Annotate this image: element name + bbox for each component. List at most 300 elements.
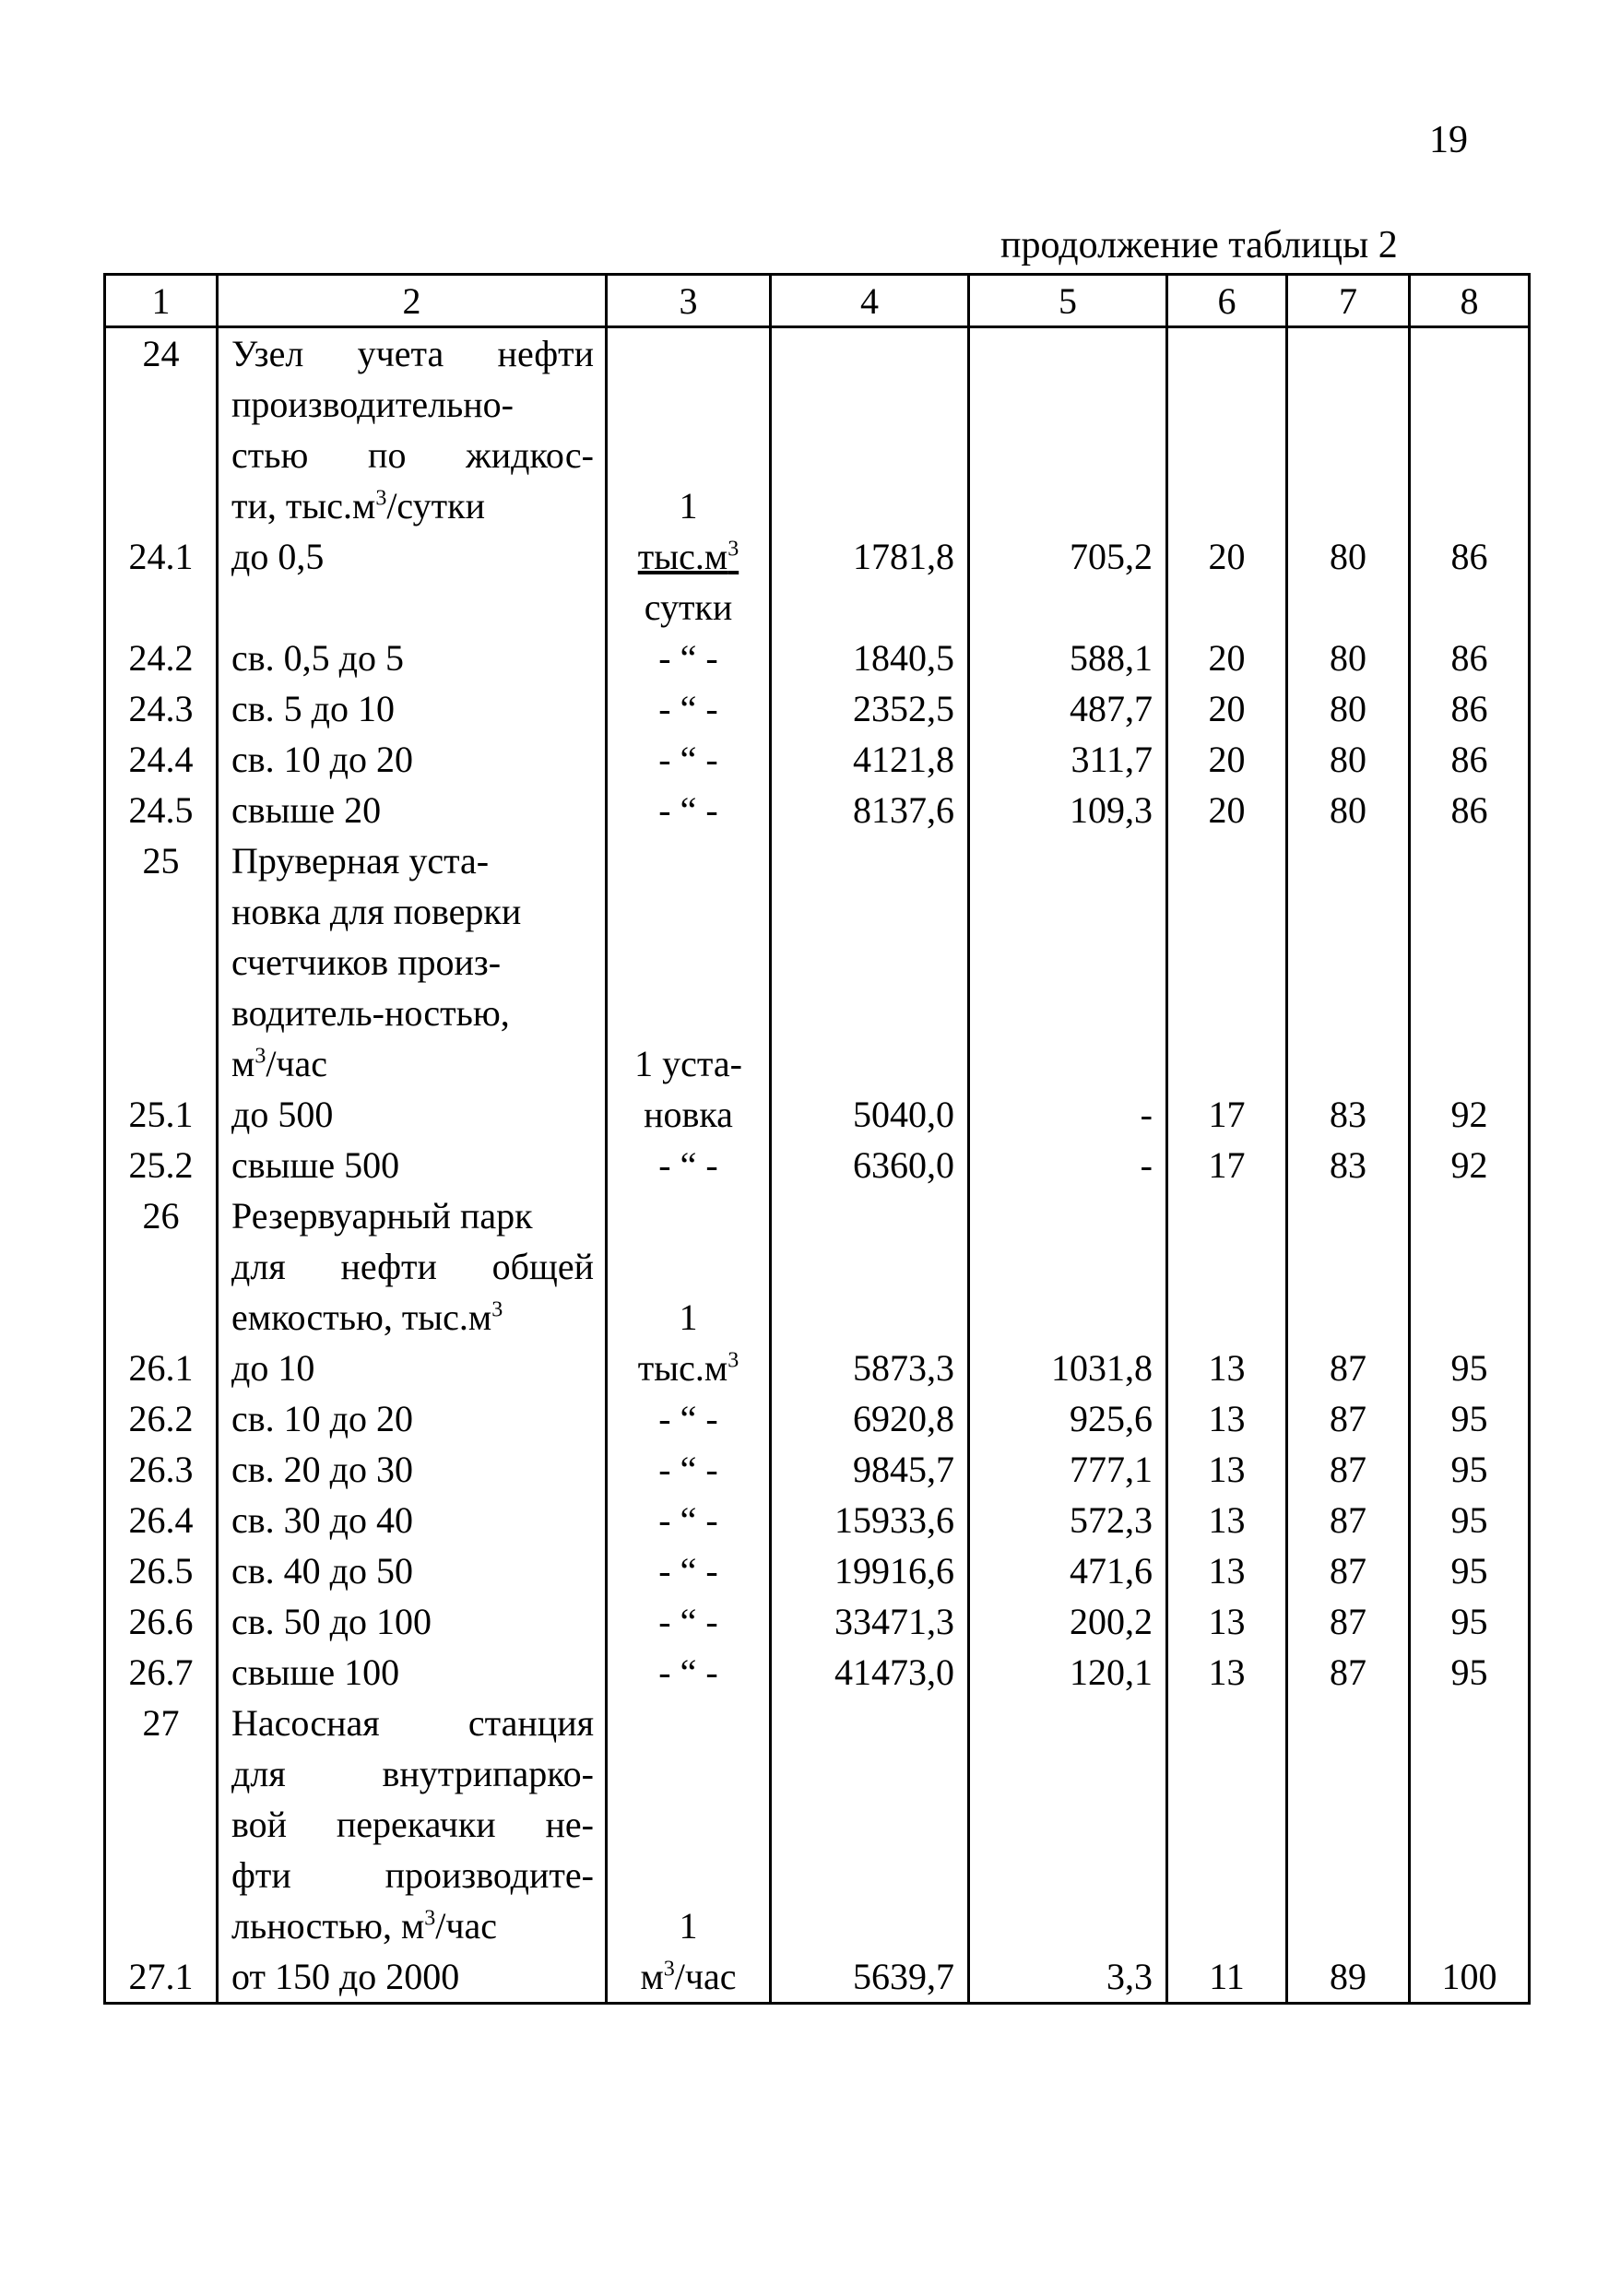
cell-line: 27: [142, 1702, 180, 1744]
cell-text: - “ -: [658, 1550, 718, 1592]
cell-line: [772, 1241, 967, 1292]
cell-line: [106, 1241, 216, 1292]
cell-text: Пруверная уста-: [231, 840, 490, 882]
header-cell: 4: [771, 275, 969, 327]
cell-line: [1411, 328, 1528, 379]
cell-line: [1411, 988, 1528, 1038]
cell-line: 83: [1330, 1144, 1366, 1186]
cell-line: 26: [142, 1195, 180, 1237]
cell-line: [1288, 430, 1408, 480]
cell-line: [219, 1292, 605, 1343]
cell-line: 20: [1208, 536, 1246, 577]
cell-text: новка: [644, 1094, 733, 1135]
cell-line: [772, 886, 967, 937]
cell-line: 95: [1450, 1398, 1488, 1439]
header-cell: 6: [1167, 275, 1287, 327]
cell-line: [608, 1647, 769, 1698]
cell-line: 8137,6: [853, 789, 954, 831]
cell-line: [772, 988, 967, 1038]
cell-line: [608, 1089, 769, 1140]
header-cell: 7: [1287, 275, 1410, 327]
cell-text: - “ -: [658, 1651, 718, 1693]
cell-line: [970, 1038, 1165, 1089]
cell-line: [608, 1596, 769, 1647]
cell-line: 20: [1208, 739, 1246, 780]
table-cell-c5: [969, 835, 1167, 1190]
cell-text: св. 40 до 50: [231, 1550, 413, 1592]
cell-line: 24: [142, 333, 180, 374]
table-cell-c6: [1167, 1698, 1287, 2004]
cell-line: [772, 1748, 967, 1799]
cell-line: [772, 1292, 967, 1343]
cell-line: [1288, 886, 1408, 937]
cell-line: [1168, 328, 1285, 379]
cell-line: 26.4: [128, 1499, 194, 1541]
cell-text: м: [231, 1043, 255, 1084]
cell-line: 109,3: [1070, 789, 1153, 831]
cell-line: -: [1140, 1144, 1153, 1186]
cell-text: счетчиков произ-: [231, 941, 502, 983]
cell-line: [1288, 1292, 1408, 1343]
table-cell-c4: [771, 327, 969, 836]
cell-line: 2352,5: [853, 688, 954, 729]
cell-text: до 10: [231, 1347, 315, 1389]
cell-line: [1288, 937, 1408, 988]
cell-line: [1168, 1038, 1285, 1089]
cell-line: 87: [1330, 1398, 1366, 1439]
cell-text-suffix: /час: [435, 1905, 498, 1947]
cell-line: [970, 1748, 1165, 1799]
cell-line: 19916,6: [834, 1550, 954, 1592]
cell-line: [1168, 480, 1285, 531]
cell-line: [219, 531, 605, 582]
cell-text: Узел учета нефти: [231, 333, 594, 374]
cell-text: свыше 100: [231, 1651, 400, 1693]
cell-line: 13: [1208, 1449, 1246, 1490]
cell-line: [608, 1748, 769, 1799]
cell-line: [608, 633, 769, 683]
header-cell: 2: [218, 275, 607, 327]
superscript: 3: [728, 1348, 739, 1373]
cell-line: [970, 430, 1165, 480]
cell-line: [772, 1038, 967, 1089]
cell-line: 27.1: [128, 1956, 194, 1997]
cell-line: [608, 734, 769, 785]
cell-line: [608, 582, 769, 633]
cell-line: [608, 1292, 769, 1343]
cell-line: [970, 1190, 1165, 1241]
cell-line: [1288, 1748, 1408, 1799]
cell-line: [608, 937, 769, 988]
cell-line: [1411, 886, 1528, 937]
cell-line: [219, 582, 605, 633]
cell-line: 17: [1208, 1144, 1246, 1186]
table-cell-c8: [1410, 835, 1530, 1190]
cell-line: 925,6: [1070, 1398, 1153, 1439]
cell-line: [608, 1799, 769, 1850]
cell-line: [1288, 1190, 1408, 1241]
cell-line: [970, 1698, 1165, 1748]
cell-line: [106, 1748, 216, 1799]
cell-line: [772, 582, 967, 633]
table-cell-c5: [969, 1698, 1167, 2004]
cell-line: 11: [1209, 1956, 1245, 1997]
cell-text: - “ -: [658, 739, 718, 780]
cell-text: водитель-ностью,: [231, 992, 510, 1034]
cell-line: [1411, 1698, 1528, 1748]
table-body: [105, 327, 1530, 2004]
cell-text: Резервуарный парк: [231, 1195, 533, 1237]
superscript: 3: [375, 486, 387, 511]
cell-line: [608, 328, 769, 379]
table-cell-c1: [105, 1698, 218, 2004]
cell-line: [1288, 379, 1408, 430]
cell-text: 1: [679, 1296, 698, 1338]
cell-line: [219, 1190, 605, 1241]
cell-line: [1168, 1850, 1285, 1900]
header-cell: 5: [969, 275, 1167, 327]
cell-line: [1168, 1900, 1285, 1951]
cell-line: [106, 988, 216, 1038]
table-cell-c3: [607, 1190, 771, 1698]
cell-text: емкостью, тыс.м: [231, 1296, 492, 1338]
cell-line: [1168, 988, 1285, 1038]
cell-text: м: [640, 1956, 664, 1997]
cell-text: - “ -: [658, 1144, 718, 1186]
cell-line: [219, 633, 605, 683]
cell-line: 20: [1208, 789, 1246, 831]
cell-line: 95: [1450, 1499, 1488, 1541]
cell-line: 24.4: [128, 739, 194, 780]
cell-line: [1288, 835, 1408, 886]
cell-line: 33471,3: [834, 1601, 954, 1642]
cell-line: [608, 835, 769, 886]
cell-line: [1288, 1038, 1408, 1089]
cell-line: [1288, 480, 1408, 531]
cell-line: [106, 1799, 216, 1850]
cell-text: тыс.м: [637, 1347, 728, 1389]
cell-line: 15933,6: [834, 1499, 954, 1541]
cell-line: [1168, 1241, 1285, 1292]
cell-text: льностью, м: [231, 1905, 425, 1947]
cell-line: 89: [1330, 1956, 1366, 1997]
cell-line: [608, 1951, 769, 2002]
cell-line: [1411, 1748, 1528, 1799]
header-row: [105, 275, 1530, 327]
table-cell-c2: [218, 835, 607, 1190]
cell-line: [219, 1545, 605, 1596]
cell-line: 26.6: [128, 1601, 194, 1642]
cell-text: от 150 до 2000: [231, 1956, 460, 1997]
cell-line: [608, 1495, 769, 1545]
cell-line: [219, 1748, 605, 1799]
cell-line: [106, 937, 216, 988]
cell-line: [1168, 1190, 1285, 1241]
cell-line: [608, 1140, 769, 1190]
cell-line: 100: [1441, 1956, 1497, 1997]
cell-line: [219, 1495, 605, 1545]
cell-line: [1288, 1698, 1408, 1748]
cell-text: 1: [679, 1905, 698, 1947]
cell-line: [219, 734, 605, 785]
cell-line: [106, 1292, 216, 1343]
cell-line: [608, 1850, 769, 1900]
cell-text: свыше 20: [231, 789, 382, 831]
cell-line: [772, 1190, 967, 1241]
cell-line: 80: [1330, 688, 1366, 729]
cell-line: 25.1: [128, 1094, 194, 1135]
cell-line: 1840,5: [853, 637, 954, 679]
table-row: [105, 835, 1530, 1190]
cell-line: [970, 480, 1165, 531]
cell-line: 26.1: [128, 1347, 194, 1389]
cell-line: [970, 582, 1165, 633]
cell-line: [608, 886, 769, 937]
cell-text: - “ -: [658, 688, 718, 729]
table-cell-c7: [1287, 1698, 1410, 2004]
cell-line: [219, 1596, 605, 1647]
cell-line: 87: [1330, 1651, 1366, 1693]
cell-line: 92: [1450, 1094, 1488, 1135]
cell-line: [970, 886, 1165, 937]
cell-line: 80: [1330, 536, 1366, 577]
cell-line: [1411, 1799, 1528, 1850]
cell-line: [1168, 1799, 1285, 1850]
cell-line: 120,1: [1070, 1651, 1153, 1693]
cell-line: 86: [1450, 789, 1488, 831]
table-cell-c8: [1410, 327, 1530, 836]
cell-line: [608, 785, 769, 835]
cell-line: [1288, 1241, 1408, 1292]
cell-line: 3,3: [1106, 1956, 1153, 1997]
cell-text: св. 5 до 10: [231, 688, 395, 729]
table-cell-c7: [1287, 835, 1410, 1190]
cell-text-suffix: /сутки: [386, 485, 485, 527]
table-cell-c6: [1167, 1190, 1287, 1698]
cell-line: [772, 328, 967, 379]
cell-line: [1411, 1900, 1528, 1951]
cell-line: [1288, 328, 1408, 379]
cell-line: [970, 937, 1165, 988]
cell-text: новка для поверки: [231, 891, 522, 932]
cell-line: 5873,3: [853, 1347, 954, 1389]
cell-line: [1411, 1038, 1528, 1089]
cell-line: [1288, 1850, 1408, 1900]
cell-line: [219, 937, 605, 988]
cell-line: 26.5: [128, 1550, 194, 1592]
superscript: 3: [254, 1044, 266, 1069]
cell-text-suffix: /час: [266, 1043, 328, 1084]
cell-text: для внутрипарко-: [231, 1753, 594, 1794]
cell-line: [608, 1900, 769, 1951]
table-cell-c2: [218, 1698, 607, 2004]
table-cell-c4: [771, 835, 969, 1190]
table-cell-c2: [218, 1190, 607, 1698]
cell-line: 87: [1330, 1347, 1366, 1389]
cell-line: [970, 1900, 1165, 1951]
cell-line: 20: [1208, 637, 1246, 679]
header-cell: 3: [607, 275, 771, 327]
cell-text: до 0,5: [231, 536, 325, 577]
cell-line: [106, 379, 216, 430]
cell-line: 80: [1330, 637, 1366, 679]
table-cell-c1: [105, 327, 218, 836]
cell-line: 24.2: [128, 637, 194, 679]
cell-line: 25.2: [128, 1144, 194, 1186]
cell-line: [772, 379, 967, 430]
cell-line: 13: [1208, 1398, 1246, 1439]
cell-line: [608, 683, 769, 734]
cell-line: [106, 1850, 216, 1900]
cell-line: [1411, 1850, 1528, 1900]
cell-line: 6360,0: [853, 1144, 954, 1186]
cell-line: [219, 1038, 605, 1089]
cell-line: 86: [1450, 688, 1488, 729]
cell-text: св. 30 до 40: [231, 1499, 413, 1541]
table-cell-c3: [607, 1698, 771, 2004]
cell-line: 777,1: [1070, 1449, 1153, 1490]
cell-text: - “ -: [658, 1499, 718, 1541]
table-cell-c1: [105, 1190, 218, 1698]
cell-line: [1168, 937, 1285, 988]
table-cell-c2: [218, 327, 607, 836]
cell-line: 26.2: [128, 1398, 194, 1439]
superscript: 3: [424, 1906, 436, 1931]
cell-line: [219, 1140, 605, 1190]
table-row: [105, 1190, 1530, 1698]
cell-line: [1168, 379, 1285, 430]
cell-text: - “ -: [658, 789, 718, 831]
cell-line: [608, 430, 769, 480]
cell-line: [219, 328, 605, 379]
cell-line: [219, 480, 605, 531]
cell-text: ти, тыс.м: [231, 485, 376, 527]
cell-line: [219, 1343, 605, 1393]
cell-text: Насосная станция: [231, 1702, 594, 1744]
cell-line: 13: [1208, 1347, 1246, 1389]
cell-line: [772, 835, 967, 886]
cell-line: [970, 1799, 1165, 1850]
cell-line: 13: [1208, 1601, 1246, 1642]
cell-line: 95: [1450, 1347, 1488, 1389]
page-number: 19: [1429, 119, 1468, 161]
cell-text-suffix: /час: [674, 1956, 737, 1997]
cell-line: 471,6: [1070, 1550, 1153, 1592]
cell-text: сутки: [644, 586, 733, 628]
cell-line: [608, 1190, 769, 1241]
table-cell-c7: [1287, 327, 1410, 836]
cell-line: 200,2: [1070, 1601, 1153, 1642]
cell-line: 5639,7: [853, 1956, 954, 1997]
cell-line: [219, 1900, 605, 1951]
cell-line: [970, 379, 1165, 430]
data-table: [103, 273, 1531, 2005]
cell-line: [608, 1393, 769, 1444]
cell-line: [970, 835, 1165, 886]
cell-line: 13: [1208, 1550, 1246, 1592]
cell-line: [1411, 1241, 1528, 1292]
table-row: [105, 1698, 1530, 2004]
cell-line: [106, 430, 216, 480]
cell-line: [608, 480, 769, 531]
cell-line: [1411, 835, 1528, 886]
cell-line: 9845,7: [853, 1449, 954, 1490]
cell-line: [219, 835, 605, 886]
cell-line: 24.1: [128, 536, 194, 577]
table-cell-c6: [1167, 327, 1287, 836]
cell-text: св. 50 до 100: [231, 1601, 432, 1642]
cell-line: [106, 1900, 216, 1951]
cell-line: 487,7: [1070, 688, 1153, 729]
cell-line: 87: [1330, 1449, 1366, 1490]
cell-line: [1168, 1292, 1285, 1343]
cell-line: 86: [1450, 637, 1488, 679]
cell-line: 87: [1330, 1601, 1366, 1642]
cell-line: [1288, 1799, 1408, 1850]
cell-line: [772, 1698, 967, 1748]
cell-line: 1031,8: [1051, 1347, 1153, 1389]
cell-line: 26.3: [128, 1449, 194, 1490]
cell-line: [970, 1850, 1165, 1900]
cell-line: [1411, 1190, 1528, 1241]
cell-text: свыше 500: [231, 1144, 400, 1186]
cell-line: [608, 379, 769, 430]
cell-line: 95: [1450, 1601, 1488, 1642]
cell-line: [219, 1647, 605, 1698]
cell-line: [219, 1799, 605, 1850]
cell-line: [608, 1444, 769, 1495]
cell-line: -: [1140, 1094, 1153, 1135]
cell-line: [219, 430, 605, 480]
cell-line: [219, 1951, 605, 2002]
cell-line: [219, 379, 605, 430]
cell-line: [106, 480, 216, 531]
table-cell-c1: [105, 835, 218, 1190]
cell-text: - “ -: [658, 637, 718, 679]
cell-line: 26.7: [128, 1651, 194, 1693]
cell-line: 95: [1450, 1449, 1488, 1490]
cell-line: 83: [1330, 1094, 1366, 1135]
cell-line: 1781,8: [853, 536, 954, 577]
cell-line: 95: [1450, 1550, 1488, 1592]
cell-line: 87: [1330, 1499, 1366, 1541]
cell-line: 13: [1208, 1651, 1246, 1693]
cell-text: для нефти общей: [231, 1246, 594, 1287]
cell-line: [772, 480, 967, 531]
table-cell-c4: [771, 1698, 969, 2004]
cell-line: 86: [1450, 536, 1488, 577]
cell-text: св. 10 до 20: [231, 1398, 413, 1439]
cell-line: [219, 1698, 605, 1748]
cell-line: [1411, 582, 1528, 633]
cell-text: вой перекачки не-: [231, 1804, 594, 1845]
cell-line: 20: [1208, 688, 1246, 729]
cell-line: [970, 1292, 1165, 1343]
cell-line: [219, 1241, 605, 1292]
cell-line: [772, 430, 967, 480]
cell-line: [772, 1850, 967, 1900]
header-cell: 1: [105, 275, 218, 327]
cell-text: св. 20 до 30: [231, 1449, 413, 1490]
cell-text: - “ -: [658, 1449, 718, 1490]
table-cell-c7: [1287, 1190, 1410, 1698]
cell-line: 24.3: [128, 688, 194, 729]
table-caption: продолжение таблицы 2: [1000, 224, 1398, 266]
cell-line: [1411, 430, 1528, 480]
cell-line: [219, 1850, 605, 1900]
cell-line: [772, 1799, 967, 1850]
cell-line: [608, 1343, 769, 1393]
